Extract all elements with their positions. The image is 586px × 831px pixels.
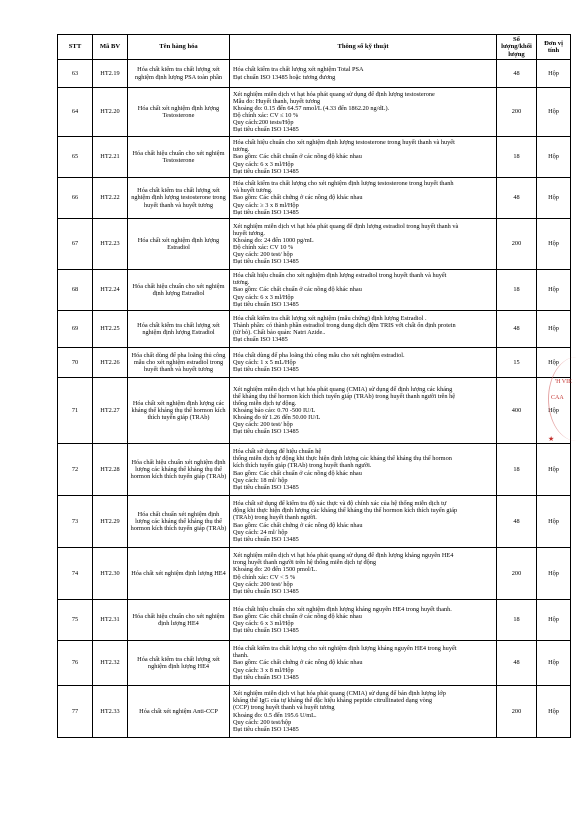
row-code: HT2.29 bbox=[93, 496, 128, 548]
spec-line: Khoảng đo: 0.15 đến 64.57 nmol/L (4.33 đến 1862.20 ng/dL). bbox=[233, 104, 390, 112]
spec-line: Đạt tiêu chuẩn ISO 13485 bbox=[233, 725, 299, 733]
spec-line: Hóa chất sử dụng để kiểm tra độ xác thực và độ chính xác của hệ thống miễn dịch tự bbox=[233, 500, 447, 508]
row-unit: Hộp bbox=[537, 496, 571, 548]
row-unit: Hộp bbox=[537, 270, 571, 311]
row-stt: 70 bbox=[58, 348, 93, 378]
spec-line: Quy cách: 200 test/ hộp bbox=[233, 580, 293, 588]
spec-line: Độ chính xác: CV 10 % bbox=[233, 244, 294, 251]
spec-line: Quy cách: 200 test/ hộp bbox=[233, 251, 293, 259]
table-row bbox=[58, 270, 571, 311]
spec-line: Quy cách: 6 x 3 ml/Hộp bbox=[233, 620, 294, 627]
table-row bbox=[58, 178, 571, 219]
row-code: HT2.32 bbox=[93, 641, 128, 686]
spec-line: Xét nghiệm miễn dịch vi hạt hóa phát quang (CMIA) sử dụng để định lượng các kháng bbox=[233, 385, 453, 393]
row-qty: 200 bbox=[497, 686, 537, 738]
row-code: HT2.20 bbox=[93, 88, 128, 137]
row-spec bbox=[230, 444, 497, 496]
spec-line: Hóa chất kiểm tra chất lượng xét nghiệm Total PSA bbox=[233, 66, 364, 74]
header-ma-bv: Mã BV bbox=[93, 35, 128, 60]
spec-line: Khoảng đo từ 1.26 đến 50.00 IU/L bbox=[233, 414, 321, 422]
row-stt: 67 bbox=[58, 219, 93, 270]
row-name: Hóa chất hiệu chuẩn xét nghiệm định lượng các kháng thể kháng thụ thể hormon kích thích tuyến giáp (TRAb) bbox=[128, 444, 230, 496]
spec-line: Khoảng đo: 20 đến 1500 pmol/L. bbox=[233, 566, 317, 574]
spec-line: (CCP) trong huyết thanh và huyết tương bbox=[233, 704, 335, 712]
spec-line: Hóa chất hiệu chuẩn cho xét nghiệm định lượng testosterone trong huyết thanh và huyết bbox=[233, 139, 455, 147]
row-code: HT2.19 bbox=[93, 60, 128, 88]
spec-line: Đạt tiêu chuẩn ISO 13485 bbox=[233, 126, 299, 134]
row-qty: 200 bbox=[497, 219, 537, 270]
row-name: Hóa chất xét nghiệm định lượng Estradiol bbox=[128, 219, 230, 270]
spec-line: Độ chính xác: CV < 5 % bbox=[233, 573, 296, 581]
spec-line: thể kháng thụ thể hormon kích thích tuyến giáp (TRAb) trong huyết thanh người trên hệ bbox=[233, 392, 456, 400]
row-code: HT2.27 bbox=[93, 378, 128, 444]
spec-line: Đạt tiêu chuẩn ISO 13485 bbox=[233, 300, 299, 308]
spec-line: Đạt tiêu chuẩn ISO 13485 bbox=[233, 167, 299, 175]
table-row bbox=[58, 219, 571, 270]
table-row bbox=[58, 88, 571, 137]
document-page bbox=[57, 34, 570, 738]
spec-line: động khi thực hiện định lượng các kháng thể kháng thụ thể hormon kích thích tuyến giáp bbox=[233, 507, 458, 515]
row-code: HT2.23 bbox=[93, 219, 128, 270]
row-stt: 64 bbox=[58, 88, 93, 137]
row-spec bbox=[230, 137, 497, 178]
spec-line: Đạt tiêu chuẩn ISO 13485 bbox=[233, 587, 299, 595]
header-so-luong: Số lượng/khối lượng bbox=[497, 35, 537, 60]
table-header-row bbox=[58, 35, 571, 60]
row-unit: Hộp bbox=[537, 548, 571, 600]
row-code: HT2.24 bbox=[93, 270, 128, 311]
spec-line: Hóa chất kiểm tra chất lượng cho xét nghiệm định lượng testosterone trong huyết thanh bbox=[233, 180, 454, 188]
spec-line: tương. bbox=[233, 279, 250, 287]
row-unit: Hộp bbox=[537, 311, 571, 348]
row-stt: 76 bbox=[58, 641, 93, 686]
spec-line: Quy cách: 1 x 5 mL/Hộp bbox=[233, 358, 296, 366]
row-spec bbox=[230, 600, 497, 641]
spec-line: Xét nghiệm miễn dịch vi hạt hóa phát quang (CMIA) sử dụng để bán định lượng lớp bbox=[233, 690, 446, 698]
row-stt: 72 bbox=[58, 444, 93, 496]
spec-line: Đạt tiêu chuẩn ISO 13485 bbox=[233, 366, 299, 374]
table-row bbox=[58, 600, 571, 641]
spec-line: thống miễn dịch tự động khi thực hiện định lượng các kháng thể kháng thụ thể hormon bbox=[233, 455, 452, 463]
stamp-text-2: CAA bbox=[551, 395, 564, 401]
spec-line: (TRAb) trong huyết thanh người. bbox=[233, 514, 317, 522]
spec-line: Bao gồm: Các chất chuẩn ở các nồng độ khác nhau bbox=[233, 286, 362, 294]
row-qty: 48 bbox=[497, 178, 537, 219]
spec-line: (từ bò). Chất bảo quản: Natri Azide.. bbox=[233, 329, 326, 336]
spec-line: Khoảng báo cáo: 0.70 -500 IU/L bbox=[233, 406, 316, 414]
table-row bbox=[58, 137, 571, 178]
row-stt: 65 bbox=[58, 137, 93, 178]
row-spec bbox=[230, 311, 497, 348]
row-stt: 63 bbox=[58, 60, 93, 88]
spec-line: Hóa chất kiểm tra chất lượng cho xét nghiệm định lượng kháng nguyên HE4 trong huyết bbox=[233, 645, 457, 653]
row-code: HT2.22 bbox=[93, 178, 128, 219]
spec-line: kích thích tuyến giáp (TRAb) trong huyết thanh người. bbox=[233, 462, 372, 470]
spec-line: Khoảng đo: 0.5 đến 195.6 U/mL. bbox=[233, 711, 317, 719]
row-spec bbox=[230, 686, 497, 738]
table-row bbox=[58, 548, 571, 600]
spec-line: Đạt tiêu chuẩn ISO 13485 bbox=[233, 258, 299, 266]
stamp-text-1: 'H VIE bbox=[555, 379, 572, 385]
spec-line: thống miễn dịch tự động. bbox=[233, 399, 297, 407]
spec-line: Đạt tiêu chuẩn ISO 13485 bbox=[233, 627, 299, 635]
spec-line: Bao gồm: Các chất chứng ở các nồng độ khác nhau bbox=[233, 194, 363, 202]
spec-line: Mẫu đo: Huyết thanh, huyết tương bbox=[233, 97, 321, 105]
row-code: HT2.26 bbox=[93, 348, 128, 378]
table-row bbox=[58, 686, 571, 738]
spec-line: Hóa chất sử dụng để hiệu chuẩn hệ bbox=[233, 448, 322, 456]
spec-line: Xét nghiệm miễn dịch vi hạt hóa phát quang sử dụng để định lượng testosterone bbox=[233, 90, 435, 98]
spec-line: Quy cách: 18 ml/ hộp bbox=[233, 476, 288, 484]
row-qty: 400 bbox=[497, 378, 537, 444]
row-stt: 74 bbox=[58, 548, 93, 600]
row-code: HT2.33 bbox=[93, 686, 128, 738]
table-row bbox=[58, 378, 571, 444]
row-code: HT2.30 bbox=[93, 548, 128, 600]
row-name: Hóa chất dùng để pha loãng thủ công mẫu cho xét nghiệm estradiol trong huyết thanh và huyết tương bbox=[128, 348, 230, 378]
spec-line: Khoảng đo: 24 đến 1000 pg/mL bbox=[233, 236, 314, 244]
row-unit: Hộp bbox=[537, 600, 571, 641]
spec-line: huyết tương. bbox=[233, 229, 265, 237]
row-stt: 73 bbox=[58, 496, 93, 548]
spec-line: Quy cách: 200 test/hộp bbox=[233, 718, 292, 726]
row-spec bbox=[230, 219, 497, 270]
row-stt: 68 bbox=[58, 270, 93, 311]
row-unit: Hộp bbox=[537, 137, 571, 178]
row-unit: Hộp bbox=[537, 178, 571, 219]
spec-line: Bao gồm: Các chất chuẩn ở các nồng độ khác nhau bbox=[233, 469, 362, 477]
row-qty: 18 bbox=[497, 600, 537, 641]
row-unit: Hộp bbox=[537, 378, 571, 444]
row-code: HT2.31 bbox=[93, 600, 128, 641]
red-stamp bbox=[548, 357, 586, 447]
row-qty: 200 bbox=[497, 88, 537, 137]
row-unit: Hộp bbox=[537, 60, 571, 88]
row-name: Hóa chất hiệu chuẩn cho xét nghiệm định lượng Estradiol bbox=[128, 270, 230, 311]
spec-line: Hóa chất hiệu chuẩn cho xét nghiệm định lượng kháng nguyên HE4 trong huyết thanh. bbox=[233, 605, 452, 613]
row-unit: Hộp bbox=[537, 444, 571, 496]
spec-line: Quy cách: 3 x 8 ml/Hộp bbox=[233, 666, 294, 674]
spec-line: tương. bbox=[233, 146, 250, 154]
spec-line: Đạt tiêu chuẩn ISO 13485 bbox=[233, 673, 299, 681]
row-unit: Hộp bbox=[537, 348, 571, 378]
row-qty: 18 bbox=[497, 137, 537, 178]
row-qty: 48 bbox=[497, 641, 537, 686]
row-stt: 75 bbox=[58, 600, 93, 641]
row-name: Hóa chất xét nghiệm định lượng HE4 bbox=[128, 548, 230, 600]
row-unit: Hộp bbox=[537, 88, 571, 137]
row-qty: 18 bbox=[497, 444, 537, 496]
spec-line: Quy cách: 6 x 3 ml/Hộp bbox=[233, 160, 294, 168]
spec-line: Xét nghiệm miễn dịch vi hạt hóa phát quang để định lượng estradiol trong huyết thanh và bbox=[233, 222, 459, 230]
row-stt: 66 bbox=[58, 178, 93, 219]
table-row bbox=[58, 60, 571, 88]
header-thong-so: Thông số kỹ thuật bbox=[230, 35, 497, 60]
row-spec bbox=[230, 178, 497, 219]
header-don-vi: Đơn vị tính bbox=[537, 35, 571, 60]
spec-line: thanh. bbox=[233, 652, 249, 660]
row-name: Hóa chất kiểm tra chất lượng xét nghiệm định lượng Estradiol bbox=[128, 311, 230, 348]
table-row bbox=[58, 311, 571, 348]
row-qty: 18 bbox=[497, 270, 537, 311]
row-unit: Hộp bbox=[537, 686, 571, 738]
row-name: Hóa chất chuẩn xét nghiệm định lượng các kháng thể kháng thụ thể hormon kích thích tuyến giáp (TRAb) bbox=[128, 496, 230, 548]
row-name: Hóa chất hiệu chuẩn cho xét nghiệm Testosterone bbox=[128, 137, 230, 178]
row-spec bbox=[230, 496, 497, 548]
spec-line: Đạt chuẩn ISO 13485 hoặc tương đương bbox=[233, 73, 336, 81]
spec-line: Thành phần: có thành phần estradiol trong dung dịch đệm TRIS với chất ổn định protein bbox=[233, 321, 456, 329]
row-code: HT2.21 bbox=[93, 137, 128, 178]
row-name: Hóa chất xét nghiệm Anti-CCP bbox=[128, 686, 230, 738]
spec-line: và huyết tương. bbox=[233, 187, 273, 195]
star-icon: ★ bbox=[548, 435, 555, 443]
row-qty: 200 bbox=[497, 548, 537, 600]
row-name: Hóa chất kiểm tra chất lượng xét nghiệm định lượng testosterone trong huyết thanh và huyết tương bbox=[128, 178, 230, 219]
row-code: HT2.28 bbox=[93, 444, 128, 496]
table-row bbox=[58, 641, 571, 686]
header-ten-hang-hoa: Tên hàng hóa bbox=[128, 35, 230, 60]
spec-line: Quy cách: ≥ 3 x 8 ml/Hộp bbox=[233, 201, 299, 209]
spec-line: Đạt chuẩn ISO 13485 bbox=[233, 336, 288, 344]
spec-line: kháng thể IgG của tự kháng thể đặc hiệu kháng peptide citrullinated dạng vòng bbox=[233, 697, 433, 705]
spec-line: Bao gồm: Các chất chứng ở các nồng độ khác nhau bbox=[233, 659, 363, 667]
spec-line: Bao gồm: Các chất chuẩn ở các nồng độ khác nhau bbox=[233, 612, 362, 620]
spec-line: Độ chính xác: CV ≤ 10 % bbox=[233, 112, 299, 119]
spec-line: Hóa chất dùng để pha loãng thủ công mẫu cho xét nghiệm estradiol. bbox=[233, 351, 405, 359]
row-name: Hóa chất hiệu chuẩn cho xét nghiệm định lượng HE4 bbox=[128, 600, 230, 641]
row-stt: 77 bbox=[58, 686, 93, 738]
spec-line: Bao gồm: Các chất chứng ở các nồng độ khác nhau bbox=[233, 521, 363, 529]
row-name: Hóa chất xét nghiệm định lượng các kháng thể kháng thụ thể hormon kích thích tuyến giáp (TRAb) bbox=[128, 378, 230, 444]
row-spec bbox=[230, 378, 497, 444]
spec-line: Hóa chất hiệu chuẩn cho xét nghiệm định lượng estradiol trong huyết thanh và huyết bbox=[233, 272, 447, 280]
row-unit: Hộp bbox=[537, 641, 571, 686]
row-stt: 71 bbox=[58, 378, 93, 444]
header-stt: STT bbox=[58, 35, 93, 60]
spec-line: Hóa chất kiểm tra chất lượng xét nghiệm (mẫu chứng) định lượng Estradiol . bbox=[233, 314, 427, 322]
row-unit: Hộp bbox=[537, 219, 571, 270]
table-row bbox=[58, 496, 571, 548]
row-qty: 48 bbox=[497, 311, 537, 348]
row-stt: 69 bbox=[58, 311, 93, 348]
row-spec bbox=[230, 88, 497, 137]
spec-line: Quy cách:200 tests/Hộp bbox=[233, 119, 294, 127]
row-spec bbox=[230, 60, 497, 88]
row-spec bbox=[230, 641, 497, 686]
spec-line: Quy cách: 6 x 3 ml/Hộp bbox=[233, 293, 294, 301]
goods-table bbox=[57, 34, 571, 738]
spec-line: Bao gồm: Các chất chuẩn ở các nồng độ khác nhau bbox=[233, 153, 362, 161]
table-row bbox=[58, 444, 571, 496]
spec-line: trong huyết thanh người trên hệ thống miễn dịch tự động bbox=[233, 559, 377, 567]
spec-line: Quy cách: 200 test/ hộp bbox=[233, 421, 293, 429]
spec-line: Đạt tiêu chuẩn ISO 13485 bbox=[233, 535, 299, 543]
row-name: Hóa chất kiểm tra chất lượng xét nghiệm định lượng HE4 bbox=[128, 641, 230, 686]
row-qty: 15 bbox=[497, 348, 537, 378]
row-qty: 48 bbox=[497, 496, 537, 548]
row-spec bbox=[230, 270, 497, 311]
spec-line: Đạt tiêu chuẩn ISO 13485 bbox=[233, 428, 299, 436]
row-code: HT2.25 bbox=[93, 311, 128, 348]
row-name: Hóa chất xét nghiệm định lượng Testosterone bbox=[128, 88, 230, 137]
spec-line: Xét nghiệm miễn dịch vi hạt hóa phát quang sử dụng để định lượng kháng nguyên HE4 bbox=[233, 552, 454, 560]
table-row bbox=[58, 348, 571, 378]
row-qty: 48 bbox=[497, 60, 537, 88]
row-spec bbox=[230, 348, 497, 378]
spec-line: Đạt tiêu chuẩn ISO 13485 bbox=[233, 208, 299, 216]
spec-line: Đạt tiêu chuẩn ISO 13485 bbox=[233, 483, 299, 491]
row-spec bbox=[230, 548, 497, 600]
row-name: Hóa chất kiểm tra chất lượng xét nghiệm định lượng PSA toàn phần bbox=[128, 60, 230, 88]
spec-line: Quy cách: 24 ml/ hộp bbox=[233, 528, 288, 536]
